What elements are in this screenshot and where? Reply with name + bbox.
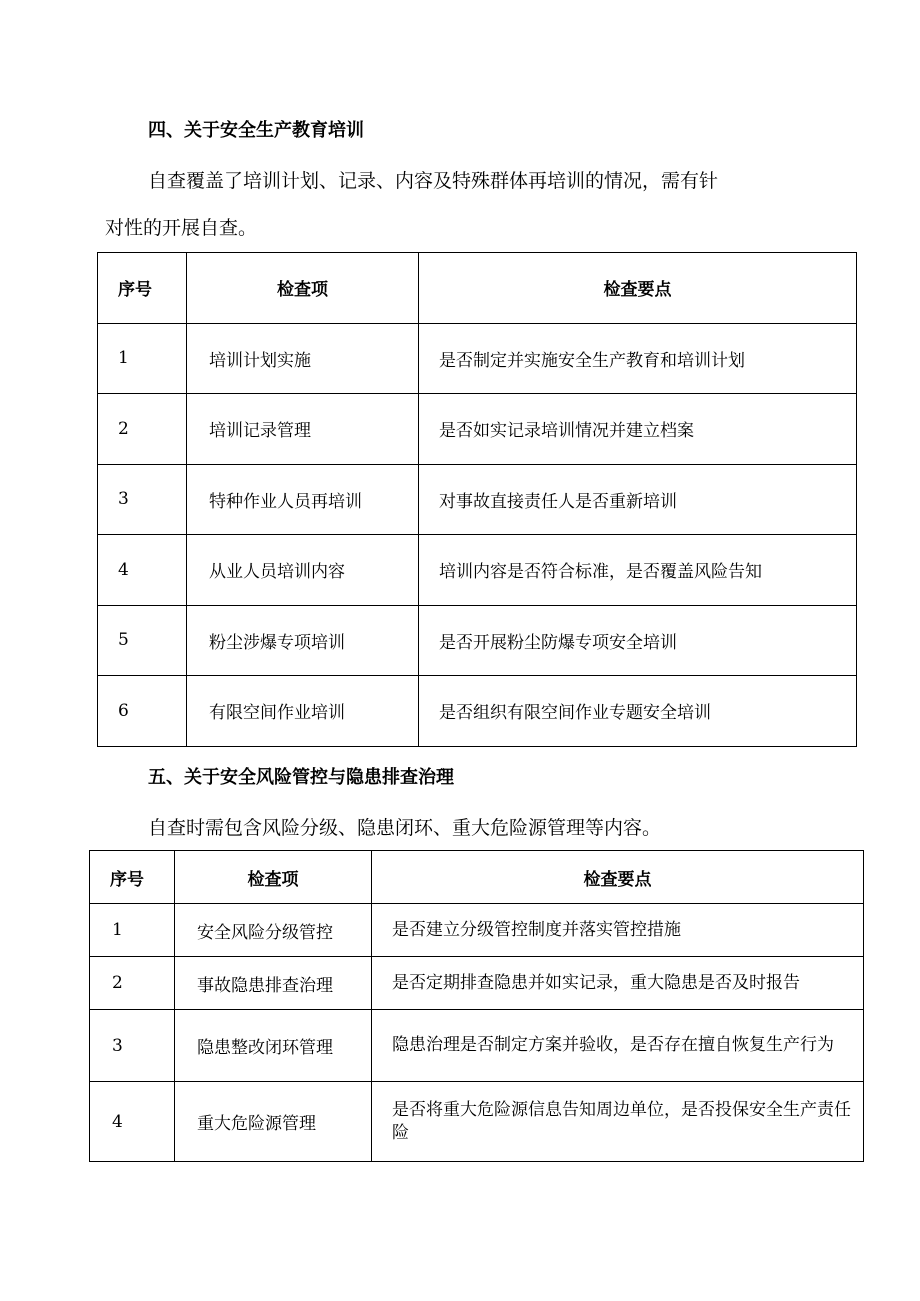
table-row — [98, 464, 857, 535]
row-no: 2 — [90, 957, 175, 1010]
row-no: 6 — [98, 676, 187, 747]
risk-checklist-table — [89, 850, 864, 1162]
table-row — [98, 323, 857, 394]
row-no: 5 — [98, 605, 187, 676]
training-checklist-table — [97, 252, 857, 747]
row-no: 3 — [98, 464, 187, 535]
header-no: 序号 — [98, 253, 187, 324]
row-no: 3 — [90, 1010, 175, 1082]
table-row — [98, 605, 857, 676]
row-no: 2 — [98, 394, 187, 465]
row-item: 从业人员培训内容 — [187, 535, 419, 606]
row-point: 是否组织有限空间作业专题安全培训 — [419, 676, 857, 747]
row-point: 隐患治理是否制定方案并验收，是否存在擅自恢复生产行为 — [372, 1010, 864, 1082]
table-row — [90, 1010, 864, 1082]
row-point: 是否建立分级管控制度并落实管控措施 — [372, 904, 864, 957]
row-no: 1 — [98, 323, 187, 394]
row-item: 培训记录管理 — [187, 394, 419, 465]
table-header-row — [98, 253, 857, 324]
table-row — [98, 676, 857, 747]
table-row — [98, 394, 857, 465]
row-item: 培训计划实施 — [187, 323, 419, 394]
section5-heading: 五、关于安全风险管控与隐患排查治理 — [148, 767, 454, 788]
row-point: 是否将重大危险源信息告知周边单位，是否投保安全生产责任险 — [372, 1082, 864, 1162]
row-item: 安全风险分级管控 — [175, 904, 372, 957]
section4-heading: 四、关于安全生产教育培训 — [148, 120, 364, 141]
section4-intro-line1: 自查覆盖了培训计划、记录、内容及特殊群体再培训的情况，需有针 — [148, 170, 719, 192]
row-item: 特种作业人员再培训 — [187, 464, 419, 535]
row-item: 隐患整改闭环管理 — [175, 1010, 372, 1082]
table-row — [90, 957, 864, 1010]
row-point: 对事故直接责任人是否重新培训 — [419, 464, 857, 535]
row-no: 4 — [90, 1082, 175, 1162]
row-point: 培训内容是否符合标准，是否覆盖风险告知 — [419, 535, 857, 606]
row-point: 是否如实记录培训情况并建立档案 — [419, 394, 857, 465]
header-point: 检查要点 — [419, 253, 857, 324]
row-item: 重大危险源管理 — [175, 1082, 372, 1162]
row-point: 是否制定并实施安全生产教育和培训计划 — [419, 323, 857, 394]
table-header-row — [90, 851, 864, 904]
row-point: 是否定期排查隐患并如实记录，重大隐患是否及时报告 — [372, 957, 864, 1010]
table-row — [90, 904, 864, 957]
header-point: 检查要点 — [372, 851, 864, 904]
header-no: 序号 — [90, 851, 175, 904]
table-row — [98, 535, 857, 606]
row-item: 粉尘涉爆专项培训 — [187, 605, 419, 676]
row-item: 有限空间作业培训 — [187, 676, 419, 747]
row-item: 事故隐患排查治理 — [175, 957, 372, 1010]
row-no: 4 — [98, 535, 187, 606]
header-item: 检查项 — [175, 851, 372, 904]
row-no: 1 — [90, 904, 175, 957]
header-item: 检查项 — [187, 253, 419, 324]
section4-intro-line2: 对性的开展自查。 — [105, 217, 258, 239]
table-row — [90, 1082, 864, 1162]
row-point: 是否开展粉尘防爆专项安全培训 — [419, 605, 857, 676]
section5-intro: 自查时需包含风险分级、隐患闭环、重大危险源管理等内容。 — [148, 817, 662, 839]
